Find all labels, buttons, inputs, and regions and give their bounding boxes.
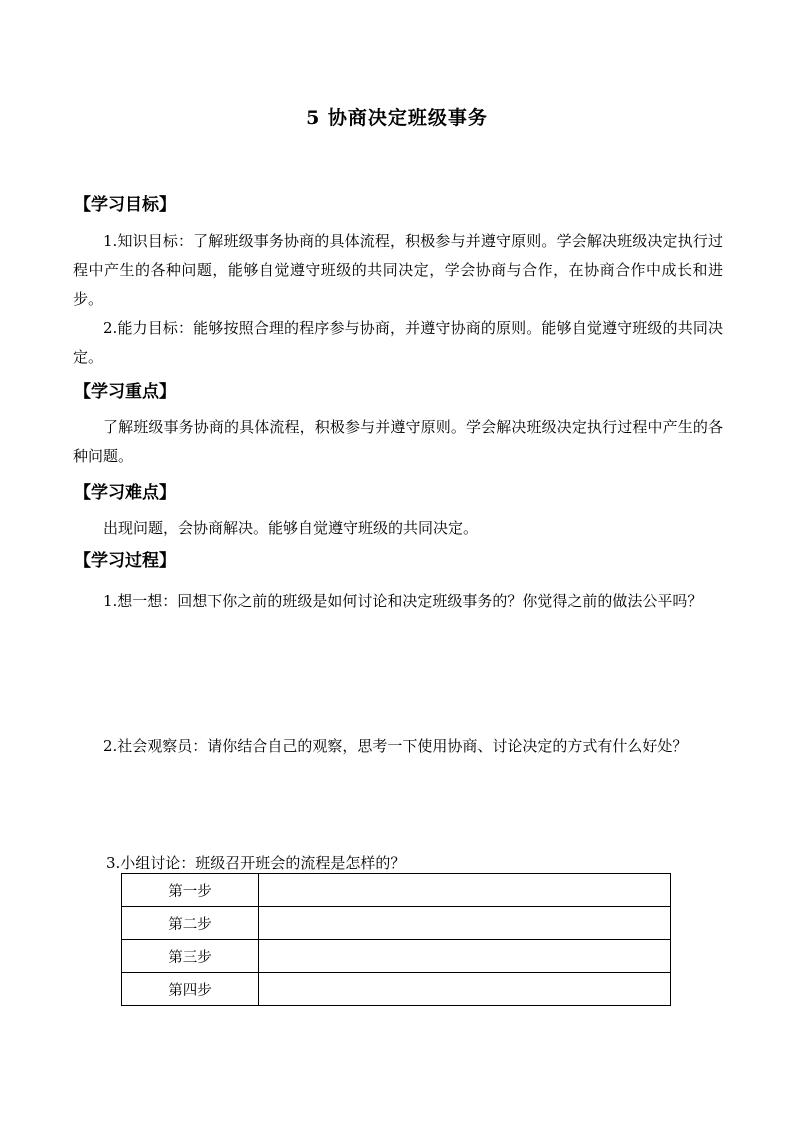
difficulties-text: 出现问题，会协商解决。能够自觉遵守班级的共同决定。 bbox=[103, 519, 479, 537]
table-row bbox=[122, 973, 671, 1006]
step-answer-cell[interactable] bbox=[259, 973, 671, 1006]
question-2: 2.社会观察员：请你结合自己的观察，思考一下使用协商、讨论决定的方式有什么好处？ bbox=[103, 737, 688, 755]
step-label: 第二步 bbox=[122, 907, 259, 940]
meeting-steps-table bbox=[121, 873, 671, 1006]
process-heading: 【学习过程】 bbox=[74, 551, 176, 571]
page-title: 5 协商决定班级事务 bbox=[306, 107, 488, 129]
table-row bbox=[122, 940, 671, 973]
objectives-heading: 【学习目标】 bbox=[74, 195, 176, 215]
step-label: 第四步 bbox=[122, 973, 259, 1006]
step-answer-cell[interactable] bbox=[259, 874, 671, 907]
objective-knowledge: 1.知识目标：了解班级事务协商的具体流程，积极参与并遵守原则。学会解决班级决定执行过程中产生的各种问题，能够自觉遵守班级的共同决定，学会协商与合作，在协商合作中成长和进步。 bbox=[73, 232, 723, 308]
table-row bbox=[122, 874, 671, 907]
question-1: 1.想一想：回想下你之前的班级是如何讨论和决定班级事务的？你觉得之前的做法公平吗？ bbox=[103, 592, 703, 610]
key-points-heading: 【学习重点】 bbox=[74, 382, 176, 402]
table-row bbox=[122, 907, 671, 940]
step-label: 第三步 bbox=[122, 940, 259, 973]
step-answer-cell[interactable] bbox=[259, 940, 671, 973]
step-answer-cell[interactable] bbox=[259, 907, 671, 940]
objective-ability: 2.能力目标：能够按照合理的程序参与协商，并遵守协商的原则。能够自觉遵守班级的共同决定。 bbox=[73, 319, 723, 366]
question-3: 3.小组讨论：班级召开班会的流程是怎样的？ bbox=[106, 854, 406, 872]
key-points-text: 了解班级事务协商的具体流程，积极参与并遵守原则。学会解决班级决定执行过程中产生的各种问题。 bbox=[73, 418, 723, 465]
difficulties-heading: 【学习难点】 bbox=[74, 483, 176, 503]
step-label: 第一步 bbox=[122, 874, 259, 907]
